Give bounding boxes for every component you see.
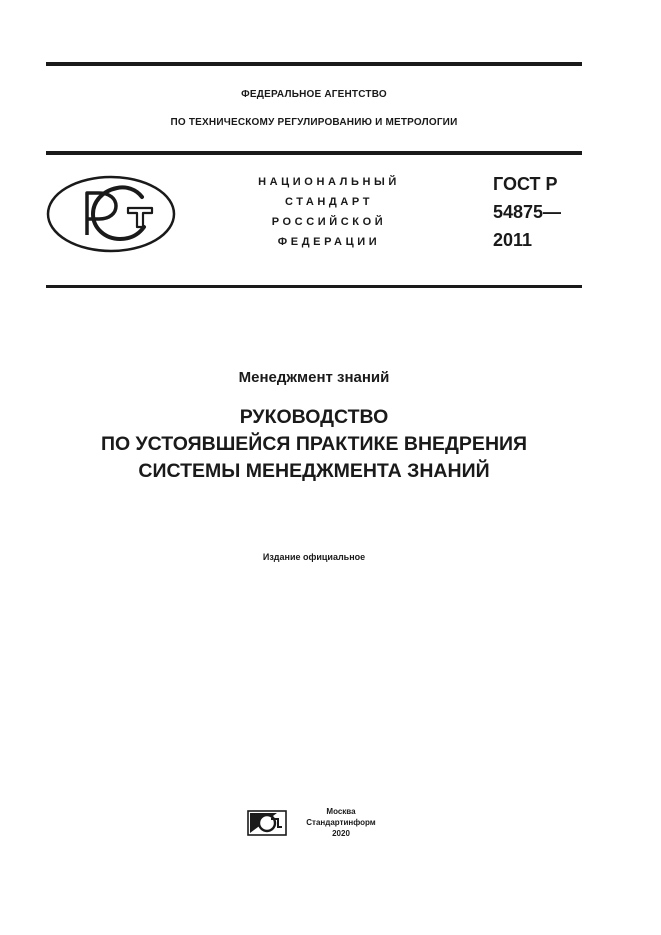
top-rule [46,62,582,66]
gost-line1: ГОСТ Р [493,174,558,194]
publisher-year: 2020 [332,829,350,838]
national-label-line2: СТАНДАРТ [284,196,374,208]
national-label-line4: ФЕДЕРАЦИИ [277,236,381,248]
gost-line3: 2011 [493,230,533,250]
document-subject: Менеджмент знаний [238,369,390,386]
rst-certification-logo-icon [46,175,176,253]
agency-name-line2: ПО ТЕХНИЧЕСКОМУ РЕГУЛИРОВАНИЮ И МЕТРОЛОГИИ [170,117,458,128]
document-title [40,404,588,485]
publisher-name: Стандартинформ [306,818,376,827]
national-standard-label [236,172,422,252]
bottom-rule [46,285,582,288]
agency-name-line1: ФЕДЕРАЛЬНОЕ АГЕНТСТВО [241,89,387,100]
national-label-line1: НАЦИОНАЛЬНЫЙ [258,176,400,188]
standartinform-logo-icon [247,810,287,836]
edition-label: Издание официальное [262,552,366,562]
title-line2: ПО УСТОЯВШЕЙСЯ ПРАКТИКЕ ВНЕДРЕНИЯ [100,433,528,455]
title-line1: РУКОВОДСТВО [239,406,389,428]
middle-rule [46,151,582,155]
publisher-imprint [298,806,384,839]
gost-designation [493,170,561,254]
title-line3: СИСТЕМЫ МЕНЕДЖМЕНТА ЗНАНИЙ [138,460,490,482]
gost-line2: 54875— [493,202,562,222]
publisher-city: Москва [326,807,356,816]
national-label-line3: РОССИЙСКОЙ [271,216,387,228]
